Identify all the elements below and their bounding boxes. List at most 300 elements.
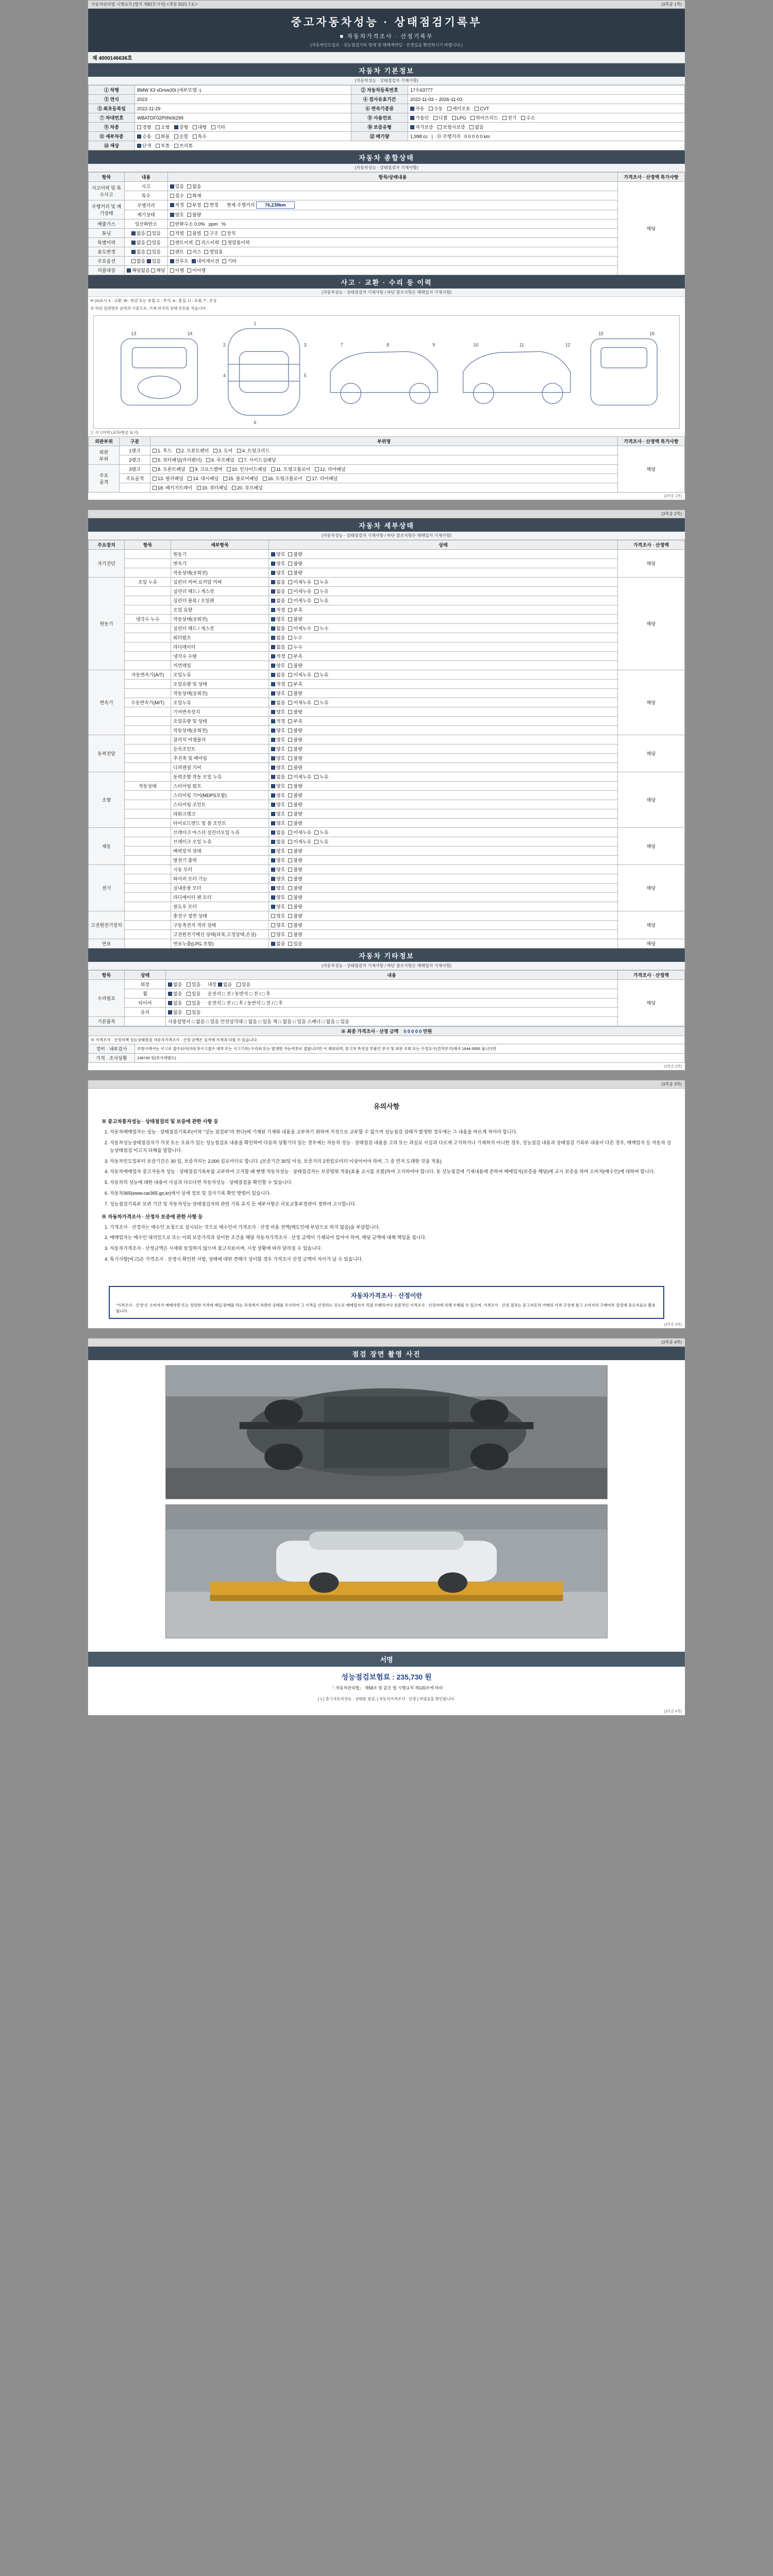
checkbox-threetone[interactable] xyxy=(174,144,178,148)
document-title: 중고자동차성능 · 상태점검기록부 xyxy=(291,16,482,28)
checkbox-없음[interactable] xyxy=(271,645,275,649)
checkbox-양호[interactable] xyxy=(271,803,275,807)
options-detail[interactable]: 선루프 내비게이션 기타 xyxy=(167,257,617,266)
exterior-options[interactable]: 없음 있음 내장 없음 있음 xyxy=(166,980,618,989)
checkbox-part[interactable] xyxy=(223,477,227,481)
checkbox-양호[interactable] xyxy=(271,849,275,853)
checkbox-mid[interactable] xyxy=(174,125,178,129)
checkbox-불량[interactable] xyxy=(288,728,292,733)
recall-yn[interactable]: 해당없음 해당 xyxy=(125,266,168,275)
wheel-options[interactable]: 없음 있음 운전석 □ 전 / 동반석 □ 전 / □ 후 xyxy=(166,989,618,998)
checkbox-part[interactable] xyxy=(263,477,267,481)
row-sub: 주행거리 xyxy=(125,200,168,210)
checkbox-none[interactable] xyxy=(131,241,136,245)
checkbox-navigation[interactable] xyxy=(192,259,196,263)
car-diagram-wrap xyxy=(88,312,685,429)
checkbox-양호[interactable] xyxy=(271,738,275,742)
col-header: 내용 xyxy=(166,971,618,980)
checkbox-누유[interactable] xyxy=(314,775,318,779)
checkbox-불량[interactable] xyxy=(288,784,292,788)
checkbox-불량[interactable] xyxy=(288,923,292,927)
item-status-options[interactable]: 양호 불량 xyxy=(269,800,618,809)
checkbox-불량[interactable] xyxy=(288,868,292,872)
checkbox-no[interactable] xyxy=(187,184,191,189)
inspection-photo-lift xyxy=(165,1504,608,1638)
checkbox-part[interactable] xyxy=(213,449,217,453)
checkbox-양호[interactable] xyxy=(271,821,275,825)
item-status-options[interactable]: 없음 미세누유 누유 xyxy=(269,828,618,837)
checkbox-good[interactable] xyxy=(170,213,174,217)
checkbox-no-warranty[interactable] xyxy=(469,125,474,129)
checkbox-양호[interactable] xyxy=(271,756,275,760)
item-status-options[interactable]: 없음 미세누유 누유 xyxy=(269,578,618,587)
item-status-options[interactable]: 양호 불량 xyxy=(269,735,618,744)
part-name: 5. 쿼터패널(리어펜더) xyxy=(158,457,202,463)
checkbox-미세누유[interactable] xyxy=(288,589,292,594)
mileage-label: ⑬ 주행거리 xyxy=(436,134,461,139)
emission-hc-value: ppm xyxy=(209,222,218,227)
checkbox-none[interactable] xyxy=(168,1001,172,1005)
checkbox-part[interactable] xyxy=(307,477,311,481)
checkbox-없음[interactable] xyxy=(271,636,275,640)
col-header: 항목/상태내용 xyxy=(167,173,617,182)
checkbox-exists[interactable] xyxy=(147,231,151,235)
checkbox-none[interactable] xyxy=(168,992,172,996)
item-status-options[interactable]: 없음 미세누유 누유 xyxy=(269,670,618,680)
checkbox-exists[interactable] xyxy=(187,1001,191,1005)
checkbox-없음[interactable] xyxy=(271,942,275,946)
usechange-detail[interactable]: 렌트 리스 영업용 xyxy=(167,247,617,257)
checkbox-양호[interactable] xyxy=(271,895,275,900)
checkbox-없음[interactable] xyxy=(271,701,275,705)
checkbox-부족[interactable] xyxy=(288,682,292,686)
checkbox-lpg[interactable] xyxy=(452,116,456,120)
checkbox-special[interactable] xyxy=(193,134,197,139)
checkbox-불량[interactable] xyxy=(288,849,292,853)
warranty-options[interactable]: 자가보증 보험사보증 없음 xyxy=(408,123,685,132)
checkbox-누유[interactable] xyxy=(314,580,318,584)
transmission-options[interactable]: 자동 수동 세미오토 CVT xyxy=(408,104,685,113)
item-status-options[interactable]: 양호 불량 xyxy=(269,921,618,930)
checkbox-gasoline[interactable] xyxy=(410,116,414,120)
checkbox-illegal[interactable] xyxy=(187,231,191,235)
checkbox-structure[interactable] xyxy=(204,231,208,235)
table-row xyxy=(89,219,685,229)
basic-items-options[interactable]: 사용설명서 □ 없음 □ 있음 안전삼각대 □ 없음 □ 있음 잭 □ 없음 □ 있음 스패너 □ 없음 □ 있음 xyxy=(166,1017,618,1026)
checkbox-불량[interactable] xyxy=(288,617,292,621)
checkbox-improper[interactable] xyxy=(187,203,191,207)
item-status-options[interactable]: 없음 누수 xyxy=(269,642,618,652)
checkbox-불량[interactable] xyxy=(288,756,292,760)
checkbox-rent[interactable] xyxy=(170,241,174,245)
checkbox-양호[interactable] xyxy=(271,812,275,816)
checkbox-불량[interactable] xyxy=(288,886,292,890)
checkbox-누유[interactable] xyxy=(314,599,318,603)
checkbox-rent[interactable] xyxy=(170,250,174,254)
item-status-options[interactable]: 적정 부족 xyxy=(269,717,618,726)
checkbox-양호[interactable] xyxy=(271,691,275,696)
item-status-options[interactable]: 양호 불량 xyxy=(269,911,618,921)
checkbox-lease[interactable] xyxy=(187,250,191,254)
checkbox-twotone[interactable] xyxy=(156,144,160,148)
checkbox-양호[interactable] xyxy=(271,728,275,733)
item-status-options[interactable]: 양호 불량 xyxy=(269,726,618,735)
item-status-options[interactable]: 없음 누수 xyxy=(269,633,618,642)
checkbox-none[interactable] xyxy=(131,231,136,235)
group-label: 변속기 xyxy=(89,670,125,735)
checkbox-manual[interactable] xyxy=(429,107,433,111)
checkbox-co[interactable] xyxy=(170,222,174,226)
checkbox-commercial[interactable] xyxy=(204,250,208,254)
item-status-options[interactable]: 양호 불량 xyxy=(269,568,618,578)
legal-line-1: 「 자동차관리법」 제58조 및 같은 법 시행규칙 제120조에 따라 xyxy=(330,1685,443,1690)
page2-meta-bar xyxy=(88,510,685,518)
checkbox-part[interactable] xyxy=(239,458,243,462)
item-status-options[interactable]: 양호 불량 xyxy=(269,856,618,865)
checkbox-diesel[interactable] xyxy=(433,116,438,120)
special-options[interactable]: 침수 화재 xyxy=(167,191,617,200)
checkbox-done[interactable] xyxy=(170,268,174,273)
checkbox-양호[interactable] xyxy=(271,784,275,788)
overall-section-title: 자동차 종합상태 xyxy=(88,150,685,164)
item-status-options[interactable]: 양호 불량 xyxy=(269,661,618,670)
notice-list-2 xyxy=(110,1224,671,1263)
checkbox-part[interactable] xyxy=(271,467,275,471)
checkbox-none[interactable] xyxy=(218,982,222,987)
table-row xyxy=(89,652,685,661)
checkbox-etc[interactable] xyxy=(222,259,226,263)
checkbox-불량[interactable] xyxy=(288,738,292,742)
checkbox-부족[interactable] xyxy=(288,719,292,723)
checkbox-exists[interactable] xyxy=(237,982,241,987)
emission-co-value: 0.0% xyxy=(194,222,205,227)
checkbox-없음[interactable] xyxy=(271,840,275,844)
item-status-options[interactable]: 양호 불량 xyxy=(269,791,618,800)
checkbox-없음[interactable] xyxy=(271,580,275,584)
item-status-options[interactable]: 양호 불량 xyxy=(269,846,618,856)
checkbox-누수[interactable] xyxy=(288,636,292,640)
checkbox-part[interactable] xyxy=(188,477,192,481)
checkbox-미세누유[interactable] xyxy=(288,775,292,779)
checkbox-part[interactable] xyxy=(153,467,157,471)
checkbox-passenger[interactable] xyxy=(137,134,141,139)
tuning-yn[interactable]: 없음 있음 xyxy=(125,229,168,238)
checkbox-proper[interactable] xyxy=(170,203,174,207)
checkbox-누유[interactable] xyxy=(314,831,318,835)
item-status-options[interactable]: 없음 있음 xyxy=(269,939,618,948)
item-status-options[interactable]: 양호 불량 xyxy=(269,559,618,568)
checkbox-적정[interactable] xyxy=(271,719,275,723)
checkbox-yes[interactable] xyxy=(170,184,174,189)
checkbox-van[interactable] xyxy=(174,134,178,139)
checkbox-있음[interactable] xyxy=(288,942,292,946)
checkbox-part[interactable] xyxy=(315,467,319,471)
subtype-options[interactable]: 승용 화물 승합 특수 xyxy=(135,132,351,141)
checkbox-legal[interactable] xyxy=(170,231,174,235)
checkbox-hybrid[interactable] xyxy=(470,116,475,120)
checkbox-누수[interactable] xyxy=(314,626,318,631)
checkbox-part[interactable] xyxy=(153,449,157,453)
checkbox-양호[interactable] xyxy=(271,747,275,751)
checkbox-양호[interactable] xyxy=(271,933,275,937)
checkbox-양호[interactable] xyxy=(271,914,275,918)
item-status-options[interactable]: 양호 불량 xyxy=(269,884,618,893)
row-sub: 외장 xyxy=(125,980,166,989)
checkbox-양호[interactable] xyxy=(271,664,275,668)
item-status-options[interactable]: 양호 불량 xyxy=(269,782,618,791)
checkbox-미세누유[interactable] xyxy=(288,840,292,844)
checkbox-양호[interactable] xyxy=(271,793,275,798)
checkbox-part[interactable] xyxy=(197,486,201,490)
checkbox-불량[interactable] xyxy=(288,858,292,862)
svg-text:10: 10 xyxy=(473,342,479,348)
item-status-options[interactable]: 없음 미세누유 누유 xyxy=(269,587,618,596)
options-yn[interactable]: 없음 있음 xyxy=(125,257,168,266)
history-yn[interactable]: 없음 있음 xyxy=(125,238,168,247)
checkbox-양호[interactable] xyxy=(271,562,275,566)
checkbox-cvt[interactable] xyxy=(475,107,479,111)
checkbox-양호[interactable] xyxy=(271,905,275,909)
item-name: 클러치 어셈블리 xyxy=(171,735,269,744)
checkbox-불량[interactable] xyxy=(288,933,292,937)
checkbox-none[interactable] xyxy=(168,982,172,987)
item-status-options[interactable]: 적정 부족 xyxy=(269,680,618,689)
checkbox-electric[interactable] xyxy=(502,116,507,120)
item-status-options[interactable]: 없음 미세누수 누수 xyxy=(269,624,618,633)
checkbox-불량[interactable] xyxy=(288,914,292,918)
item-status-options[interactable]: 양호 불량 xyxy=(269,819,618,828)
item-status-options[interactable]: 없음 미세누유 누유 xyxy=(269,772,618,782)
checkbox-freight[interactable] xyxy=(156,134,160,139)
checkbox-self-warranty[interactable] xyxy=(410,125,414,129)
row-sub: 일산화탄소 xyxy=(125,219,168,229)
checkbox-미세누유[interactable] xyxy=(288,831,292,835)
checkbox-누유[interactable] xyxy=(314,673,318,677)
part-name: 17. 리어패널 xyxy=(312,476,338,481)
table-row xyxy=(89,744,685,754)
checkbox-large[interactable] xyxy=(193,125,197,129)
part-name: 13. 필러패널 xyxy=(158,476,183,481)
item-status-options[interactable]: 양호 불량 xyxy=(269,689,618,698)
checkbox-auto[interactable] xyxy=(410,107,414,111)
item-status-options[interactable]: 적정 부족 xyxy=(269,605,618,615)
checkbox-양호[interactable] xyxy=(271,886,275,890)
checkbox-fire[interactable] xyxy=(187,194,191,198)
table-row xyxy=(89,578,685,587)
checkbox-미세누유[interactable] xyxy=(288,599,292,603)
table-row xyxy=(89,132,685,141)
item-status-options[interactable]: 양호 불량 xyxy=(269,874,618,884)
table-row xyxy=(89,828,685,837)
item-status-options[interactable]: 양호 불량 xyxy=(269,550,618,559)
checkbox-부족[interactable] xyxy=(288,654,292,658)
checkbox-양호[interactable] xyxy=(271,868,275,872)
checkbox-누유[interactable] xyxy=(314,840,318,844)
history-detail[interactable]: 렌트이력 리스이력 영업용이력 xyxy=(167,238,617,247)
checkbox-양호[interactable] xyxy=(271,617,275,621)
checkbox-bad[interactable] xyxy=(187,213,191,217)
item-subgroup xyxy=(125,550,171,559)
checkbox-notdone[interactable] xyxy=(187,268,191,273)
checkbox-none[interactable] xyxy=(131,250,136,254)
color-options[interactable]: 단색 투톤 쓰리톤 xyxy=(135,141,685,150)
checkbox-불량[interactable] xyxy=(288,877,292,881)
checkbox-불량[interactable] xyxy=(288,664,292,668)
item-status-options[interactable]: 없음 미세누유 누유 xyxy=(269,698,618,707)
checkbox-monotone[interactable] xyxy=(137,144,141,148)
col-header: 항목 xyxy=(89,971,125,980)
item-status-options[interactable]: 양호 불량 xyxy=(269,754,618,763)
checkbox-part[interactable] xyxy=(153,477,157,481)
checkbox-exists[interactable] xyxy=(147,259,151,263)
checkbox-commercial[interactable] xyxy=(222,241,226,245)
item-status-options[interactable]: 양호 불량 xyxy=(269,744,618,754)
checkbox-불량[interactable] xyxy=(288,766,292,770)
checkbox-없음[interactable] xyxy=(271,673,275,677)
detail-state-table xyxy=(88,540,685,948)
item-subgroup: 작동상태 xyxy=(125,782,171,791)
checkbox-small[interactable] xyxy=(156,125,160,129)
checkbox-불량[interactable] xyxy=(288,905,292,909)
item-status-options[interactable]: 없음 미세누유 누유 xyxy=(269,837,618,846)
row-label: ② 자동차등록번호 xyxy=(351,86,408,95)
photo-lift-svg xyxy=(166,1505,607,1638)
checkbox-device[interactable] xyxy=(222,231,226,235)
part-name: 10. 인사이드패널 xyxy=(232,467,267,472)
checkbox-불량[interactable] xyxy=(288,812,292,816)
recall-detail[interactable]: 이행 미이행 xyxy=(167,266,617,275)
checkbox-part[interactable] xyxy=(153,486,157,490)
other-section-note: (자동차성능 · 상태점검자 기재사항 / 하단 참조사항은 매매업자 기재사항) xyxy=(88,962,685,970)
checkbox-불량[interactable] xyxy=(288,747,292,751)
item-status-options[interactable]: 양호 불량 xyxy=(269,615,618,624)
checkbox-미세누수[interactable] xyxy=(288,626,292,631)
checkbox-양호[interactable] xyxy=(271,552,275,556)
list-item: 1. 자동차매매업자는 성능 · 상태점검기록부(이하 "성능 점검부"라 한다)에 기재된 기재와 내용을 교부하기 위하여 거짓으로 교부할 수 없으며 성능점검 상태가 발생한 경우에는 그 내용을 바르게 적어야 합니다. xyxy=(110,1128,671,1136)
item-status-options[interactable]: 양호 불량 xyxy=(269,930,618,939)
checkbox-part[interactable] xyxy=(190,467,194,471)
checkbox-누유[interactable] xyxy=(314,701,318,705)
checkbox-불량[interactable] xyxy=(288,710,292,714)
item-status-options[interactable]: 양호 불량 xyxy=(269,893,618,902)
item-status-options[interactable]: 양호 불량 xyxy=(269,763,618,772)
checkbox-부족[interactable] xyxy=(288,608,292,612)
checkbox-불량[interactable] xyxy=(288,571,292,575)
item-subgroup xyxy=(125,828,171,837)
checkbox-없음[interactable] xyxy=(271,599,275,603)
table-row xyxy=(89,191,685,200)
checkbox-na[interactable] xyxy=(127,268,131,273)
svg-text:8: 8 xyxy=(386,342,389,348)
checkbox-누유[interactable] xyxy=(314,589,318,594)
checkbox-불량[interactable] xyxy=(288,691,292,696)
checkbox-exists[interactable] xyxy=(147,250,151,254)
checkbox-양호[interactable] xyxy=(271,710,275,714)
table-row xyxy=(89,1054,685,1063)
checkbox-sunroof[interactable] xyxy=(170,259,174,263)
usechange-yn[interactable]: 없음 있음 xyxy=(125,247,168,257)
checkbox-불량[interactable] xyxy=(288,803,292,807)
checkbox-적정[interactable] xyxy=(271,682,275,686)
row-label: ⑨ 차종 xyxy=(89,123,135,132)
item-status-options[interactable]: 양호 불량 xyxy=(269,707,618,717)
item-status-options[interactable]: 없음 미세누유 누유 xyxy=(269,596,618,605)
checkbox-applicable[interactable] xyxy=(151,268,155,273)
checkbox-미세누유[interactable] xyxy=(288,580,292,584)
checkbox-없음[interactable] xyxy=(271,775,275,779)
checkbox-미세누유[interactable] xyxy=(288,701,292,705)
checkbox-none[interactable] xyxy=(168,1010,172,1014)
checkbox-적정[interactable] xyxy=(271,654,275,658)
checkbox-누수[interactable] xyxy=(288,645,292,649)
checkbox-light[interactable] xyxy=(137,125,141,129)
checkbox-양호[interactable] xyxy=(271,923,275,927)
row-label: 기본품목 xyxy=(89,1017,125,1026)
tuning-detail[interactable]: 적법 불법 구조 장치 xyxy=(167,229,617,238)
checkbox-flood[interactable] xyxy=(170,194,174,198)
checkbox-part[interactable] xyxy=(206,458,210,462)
checkbox-양호[interactable] xyxy=(271,877,275,881)
item-status-options[interactable]: 양호 불량 xyxy=(269,809,618,819)
checkbox-part[interactable] xyxy=(176,449,180,453)
checkbox-insurer-warranty[interactable] xyxy=(438,125,442,129)
checkbox-양호[interactable] xyxy=(271,571,275,575)
checkbox-part[interactable] xyxy=(237,449,241,453)
checkbox-lease[interactable] xyxy=(196,241,200,245)
checkbox-part[interactable] xyxy=(232,486,236,490)
checkbox-미세누유[interactable] xyxy=(288,673,292,677)
checkbox-적정[interactable] xyxy=(271,608,275,612)
checkbox-part[interactable] xyxy=(227,467,231,471)
checkbox-etc[interactable] xyxy=(211,125,215,129)
checkbox-part[interactable] xyxy=(153,458,157,462)
svg-text:3: 3 xyxy=(304,342,307,348)
table-row xyxy=(89,446,685,455)
checkbox-exists[interactable] xyxy=(147,241,151,245)
checkbox-exists[interactable] xyxy=(187,992,191,996)
checkbox-불량[interactable] xyxy=(288,562,292,566)
checkbox-불량[interactable] xyxy=(288,793,292,798)
glass-options[interactable]: 없음 있음 xyxy=(166,1008,618,1017)
checkbox-없음[interactable] xyxy=(271,626,275,631)
item-subgroup xyxy=(125,856,171,865)
fuel-options[interactable]: 가솔린 디젤 LPG 하이브리드 전기 수소 xyxy=(408,113,685,123)
checkbox-양호[interactable] xyxy=(271,858,275,862)
tire-options[interactable]: 없음 있음 운전석 □ 전 / □ 후 / 동반석 □ 전 / □ 후 xyxy=(166,998,618,1008)
checkbox-없음[interactable] xyxy=(271,831,275,835)
checkbox-불량[interactable] xyxy=(288,821,292,825)
cartype-options[interactable]: 경형 소형 중형 대형 기타 xyxy=(135,123,351,132)
checkbox-exists[interactable] xyxy=(187,982,191,987)
checkbox-불량[interactable] xyxy=(288,895,292,900)
checkbox-없음[interactable] xyxy=(271,589,275,594)
checkbox-semiauto[interactable] xyxy=(447,107,451,111)
item-status-options[interactable]: 적정 부족 xyxy=(269,652,618,661)
checkbox-none[interactable] xyxy=(131,259,136,263)
checkbox-changed[interactable] xyxy=(204,203,208,207)
checkbox-불량[interactable] xyxy=(288,552,292,556)
item-subgroup xyxy=(125,652,171,661)
accident-options[interactable]: 있음 없음 xyxy=(167,182,617,191)
gauge-options[interactable]: 양호 불량 xyxy=(167,210,617,219)
item-status-options[interactable]: 양호 불량 xyxy=(269,902,618,911)
checkbox-exists[interactable] xyxy=(187,1010,191,1014)
checkbox-양호[interactable] xyxy=(271,766,275,770)
row-label: 주요옵션 xyxy=(89,257,125,266)
checkbox-hydrogen[interactable] xyxy=(521,116,525,120)
table-row xyxy=(89,1036,685,1044)
item-status-options[interactable]: 양호 불량 xyxy=(269,865,618,874)
